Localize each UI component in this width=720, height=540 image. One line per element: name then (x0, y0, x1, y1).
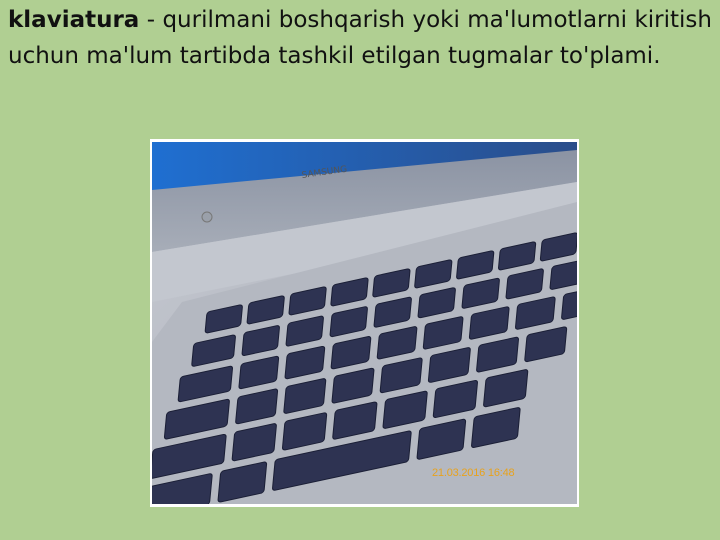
date-stamp: 21.03.2016 16:48 (432, 467, 515, 479)
keyboard-photo (150, 139, 579, 507)
keyboard-illustration (152, 142, 577, 504)
brand-logo: SAMSUNG (301, 164, 348, 181)
power-button-icon (202, 212, 212, 222)
definition-body: - qurilmani boshqarish yoki ma'lumotlarni kiritish uchun ma'lum tartibda tashkil etilgan tugmalar to'plami. (8, 7, 712, 69)
definition-term: klaviatura (8, 7, 140, 33)
definition-text (8, 2, 712, 74)
